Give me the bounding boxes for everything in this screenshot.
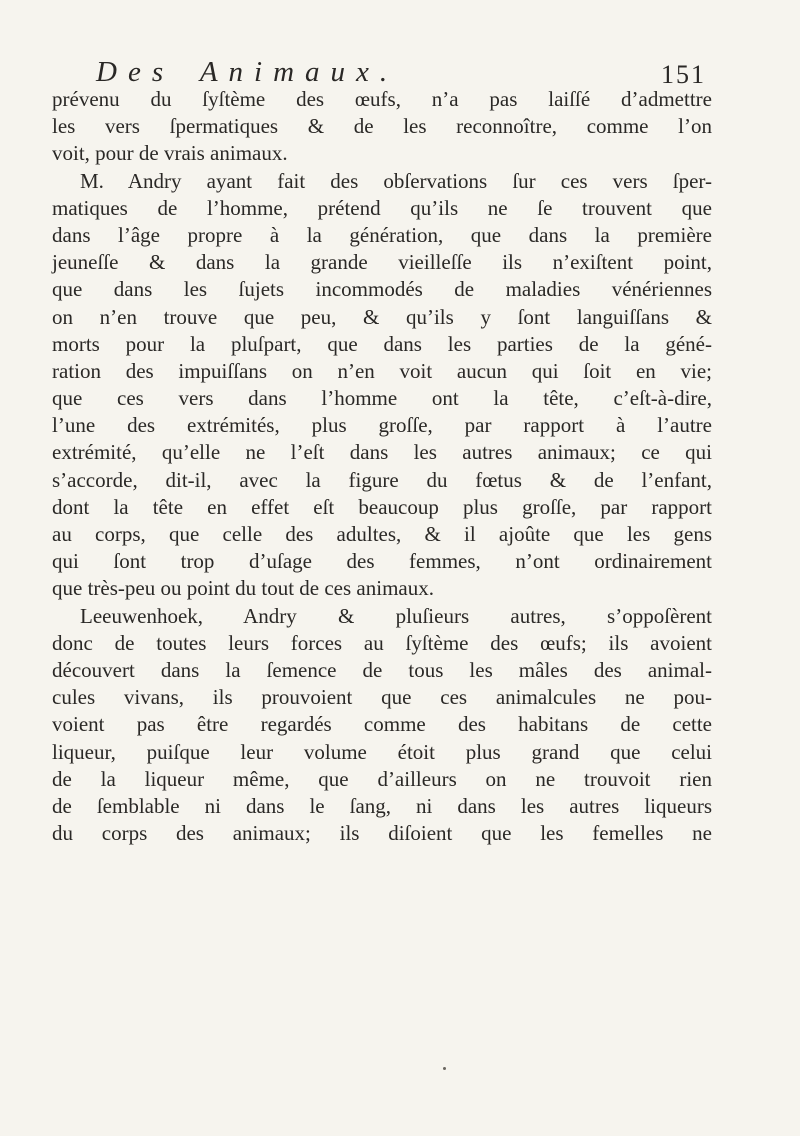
- text-line: dont la tête en effet eſt beaucoup plus groſſe, par rapport: [52, 494, 712, 519]
- text-line: de la liqueur même, que d’ailleurs on ne trouvoit rien: [52, 766, 712, 791]
- text-line: on n’en trouve que peu, & qu’ils y ſont languiſſans &: [52, 304, 712, 329]
- text-line: ration des impuiſſans on n’en voit aucun qui ſoit en vie;: [52, 358, 712, 383]
- text-line: donc de toutes leurs forces au ſyſtème des œufs; ils avoient: [52, 630, 712, 655]
- text-line: au corps, que celle des adultes, & il ajoûte que les gens: [52, 522, 712, 546]
- text-line: découvert dans la ſemence de tous les mâles des animal-: [52, 657, 712, 682]
- text-line: cules vivans, ils prouvoient que ces animalcules ne pou-: [52, 685, 712, 710]
- body-text: [52, 86, 712, 847]
- text-line: s’accorde, dit-il, avec la figure du fœtus & de l’enfant,: [52, 467, 712, 492]
- text-line: voit, pour de vrais animaux.: [52, 141, 288, 166]
- text-line: les vers ſpermatiques & de les reconnoître, comme l’on: [52, 114, 712, 139]
- text-line: M. Andry ayant fait des obſervations ſur ces vers ſper-: [80, 168, 712, 193]
- text-line: voient pas être regardés comme des habitans de cette: [52, 712, 712, 737]
- page-number: 151: [661, 60, 706, 89]
- text-line: que ces vers dans l’homme ont la tête, c’eſt-à-dire,: [52, 386, 712, 411]
- text-line: que très-peu ou point du tout de ces animaux.: [52, 576, 434, 601]
- text-line: jeuneſſe & dans la grande vieilleſſe ils n’exiſtent point,: [52, 250, 712, 275]
- ink-speck: [443, 1067, 446, 1070]
- text-line: liqueur, puiſque leur volume étoit plus grand que celui: [52, 739, 712, 764]
- text-line: l’une des extrémités, plus groſſe, par rapport à l’autre: [52, 413, 712, 438]
- text-line: du corps des animaux; ils diſoient que les femelles ne: [52, 821, 712, 846]
- text-line: prévenu du ſyſtème des œufs, n’a pas laiſſé d’admettre: [52, 87, 712, 111]
- text-line: que dans les ſujets incommodés de maladies vénériennes: [52, 277, 712, 302]
- text-line: dans l’âge propre à la génération, que dans la première: [52, 222, 712, 247]
- text-line: Leeuwenhoek, Andry & pluſieurs autres, s’oppoſèrent: [80, 603, 712, 628]
- text-line: qui ſont trop d’uſage des femmes, n’ont ordinairement: [52, 549, 712, 574]
- running-title: Des Animaux.: [96, 56, 399, 88]
- text-line: de ſemblable ni dans le ſang, ni dans les autres liqueurs: [52, 793, 712, 818]
- text-line: extrémité, qu’elle ne l’eſt dans les autres animaux; ce qui: [52, 440, 712, 465]
- text-line: matiques de l’homme, prétend qu’ils ne ſe trouvent que: [52, 195, 712, 220]
- text-line: morts pour la pluſpart, que dans les parties de la géné-: [52, 331, 712, 356]
